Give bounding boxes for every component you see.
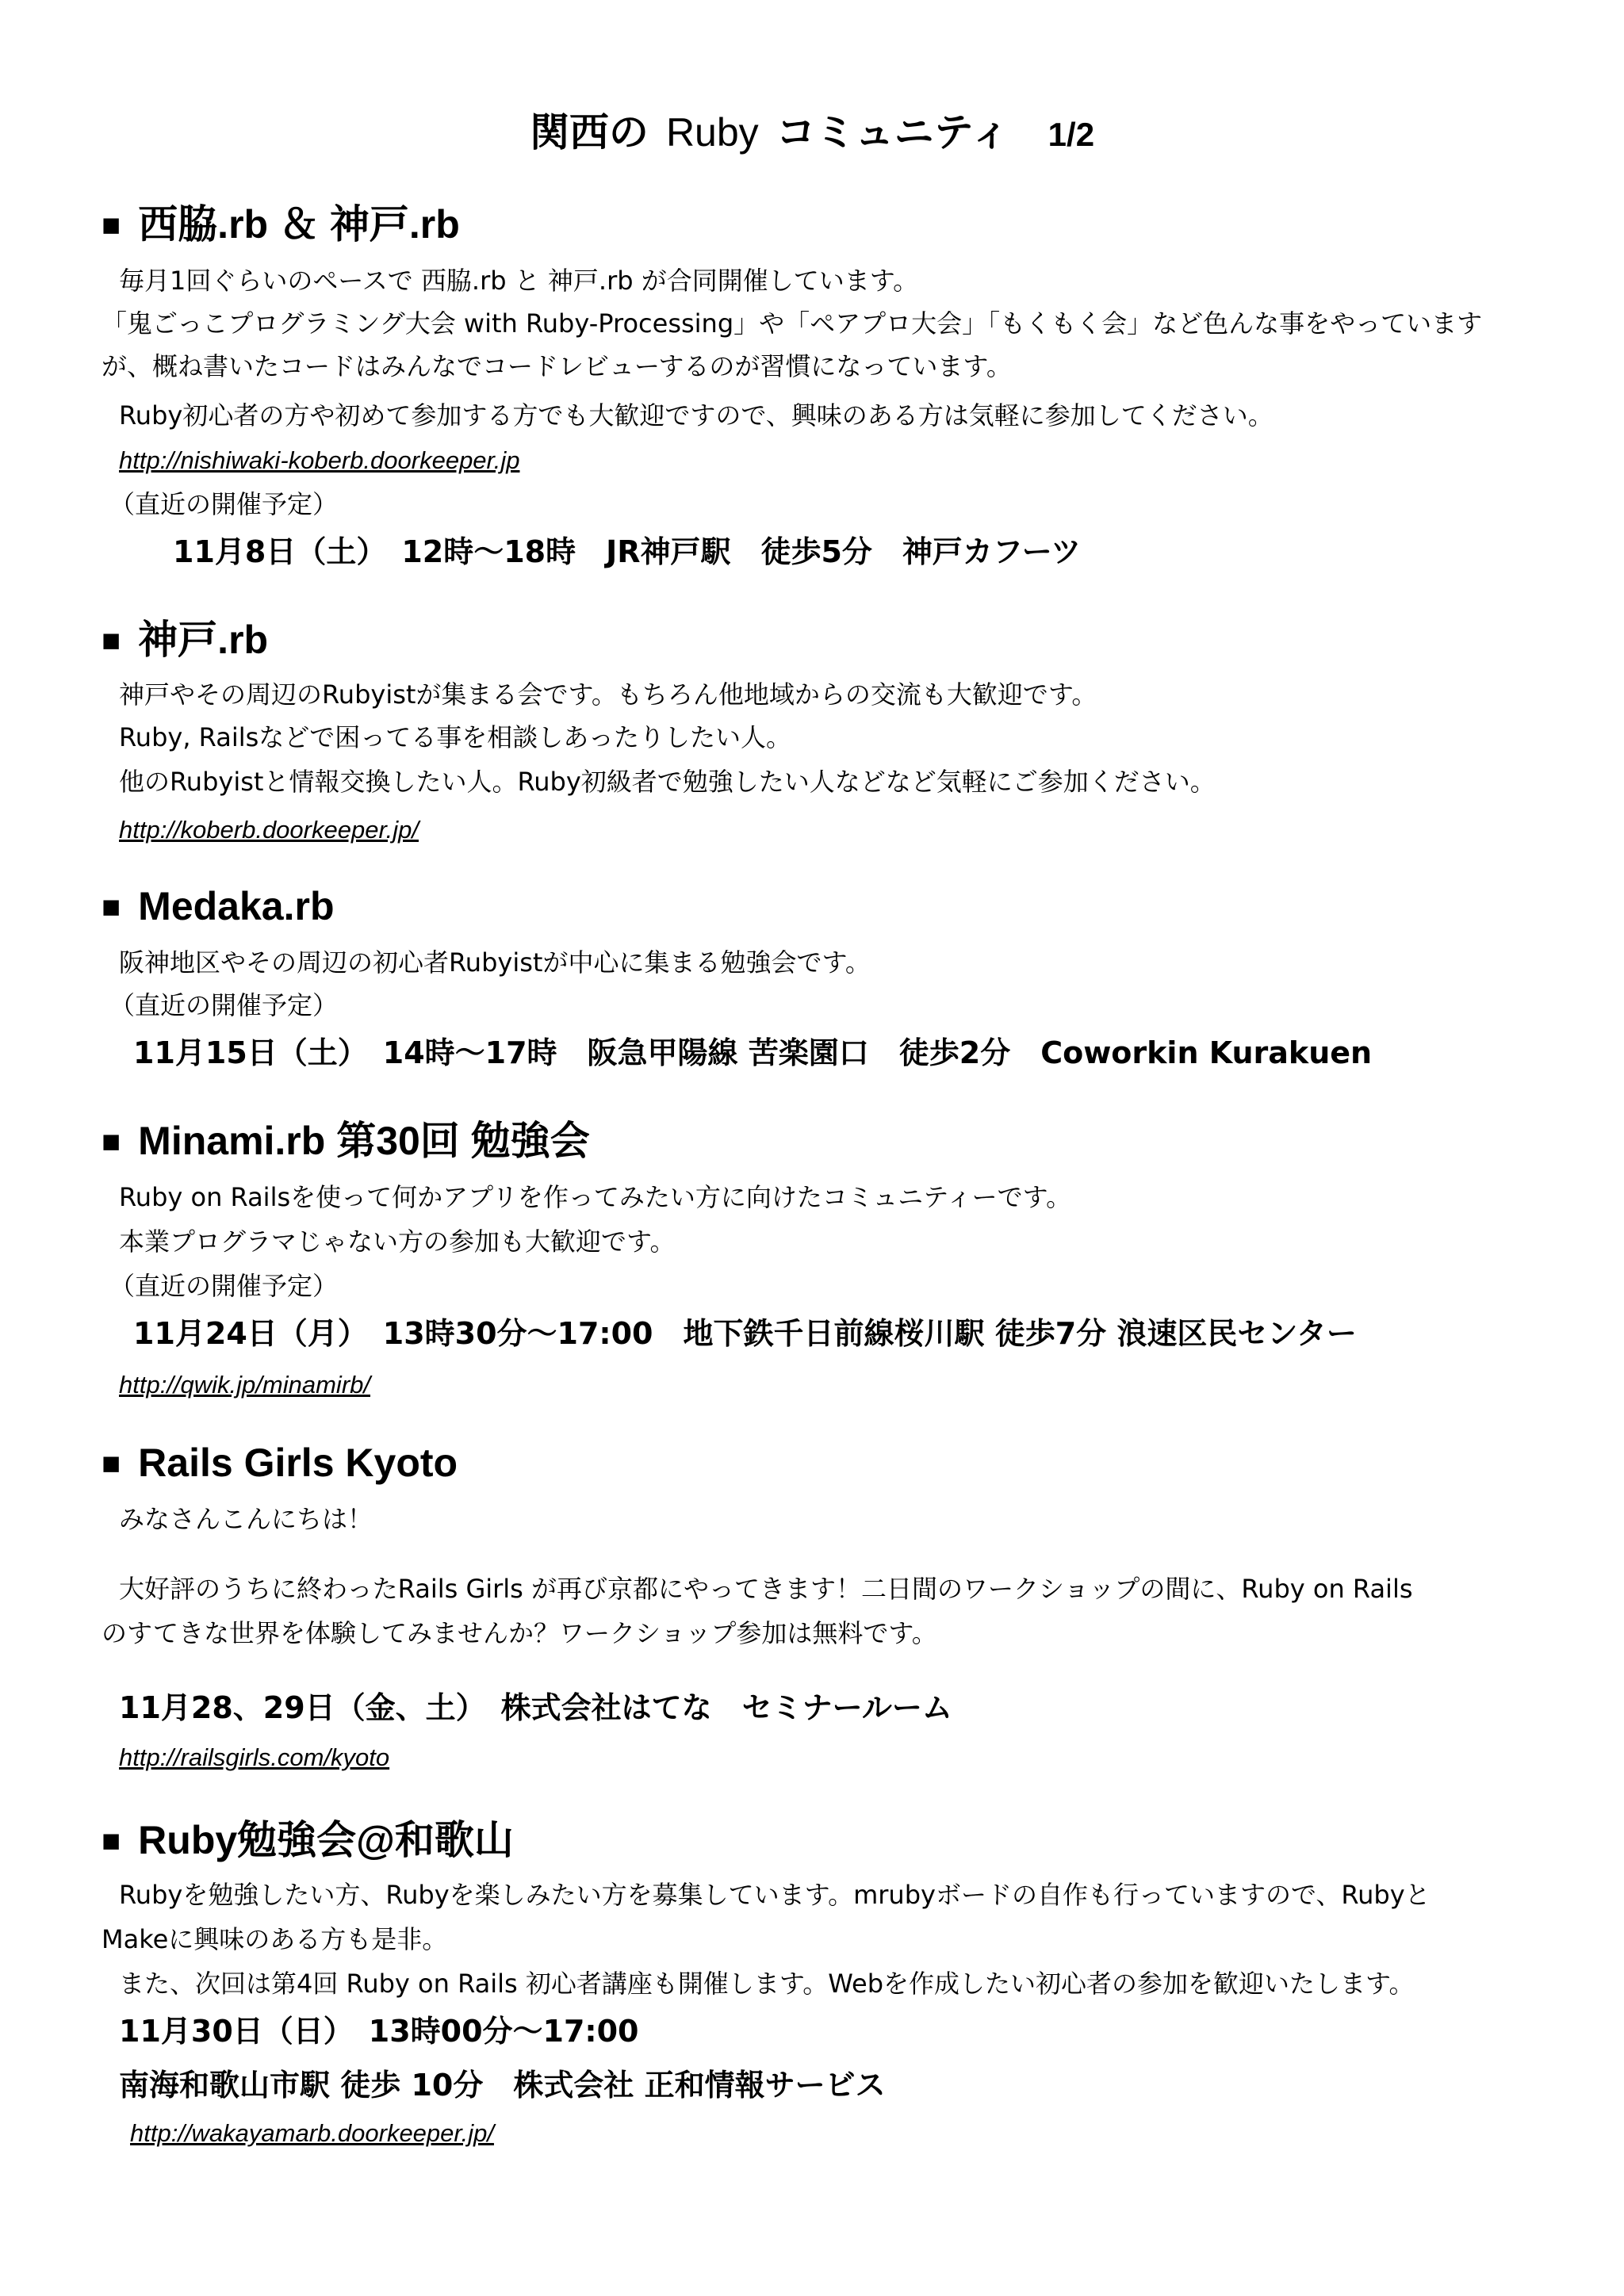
body-text: 「鬼ごっこプログラミング大会 with Ruby-Processing」や「ペアプロ大会」「もくもく会」など色んな事をやっています — [102, 308, 1483, 339]
page-title — [0, 105, 1624, 163]
square-bullet-icon: ■ — [102, 208, 121, 243]
square-bullet-icon: ■ — [102, 1823, 121, 1858]
link-minami-rb[interactable]: http://qwik.jp/minamirb/ — [119, 1371, 370, 1399]
link-koberb[interactable]: http://koberb.doorkeeper.jp/ — [119, 816, 419, 844]
square-bullet-icon: ■ — [102, 623, 121, 658]
body-text: が、概ね書いたコードはみんなでコードレビューするのが習慣になっています。 — [102, 351, 1012, 381]
link-wakayama-rb[interactable]: http://wakayamarb.doorkeeper.jp/ — [130, 2119, 494, 2147]
title-part-3: コミュニティ — [776, 109, 1010, 155]
body-text: 他のRubyistと情報交換したい人。Ruby初級者で勉強したい人などなど気軽にご参加ください。 — [119, 767, 1216, 797]
square-bullet-icon: ■ — [102, 890, 121, 924]
body-text: 大好評のうちに終わったRails Girls が再び京都にやってきます！二日間のワークショップの間に、Ruby on Rails — [119, 1574, 1413, 1604]
section-heading: ■ 西脇.rb ＆ 神戸.rb — [102, 202, 460, 247]
body-text: みなさんこんにちは！ — [119, 1504, 373, 1534]
schedule-text: 11月8日（土） 12時～18時 JR神戸駅 徒歩5分 神戸カフーツ — [173, 534, 1082, 569]
body-text: Ruby初心者の方や初めて参加する方でも大歓迎ですので、興味のある方は気軽に参加してください。 — [119, 400, 1274, 430]
square-bullet-icon: ■ — [102, 1124, 121, 1159]
body-text: 神戸やその周辺のRubyistが集まる会です。もちろん他地域からの交流も大歓迎です。 — [119, 679, 1097, 710]
link-rails-girls-kyoto[interactable]: http://railsgirls.com/kyoto — [119, 1743, 390, 1771]
square-bullet-icon: ■ — [102, 1446, 121, 1481]
body-text: のすてきな世界を体験してみませんか？ワークショップ参加は無料です。 — [102, 1618, 937, 1648]
schedule-text: 11月28、29日（金、土） 株式会社はてな セミナールーム — [119, 1690, 952, 1725]
body-text: 本業プログラマじゃない方の参加も大歓迎です。 — [119, 1226, 676, 1257]
body-text: Rubyを勉強したい方、Rubyを楽しみたい方を募集しています。mrubyボードの自作も行っていますので、Rubyと — [119, 1880, 1431, 1910]
page-number: 1/2 — [1048, 116, 1095, 153]
body-text: 毎月1回ぐらいのペースで 西脇.rb と 神戸.rb が合同開催しています。 — [119, 266, 919, 296]
section-heading: ■ Minami.rb 第30回 勉強会 — [102, 1119, 590, 1163]
schedule-label: （直近の開催予定） — [109, 489, 339, 519]
body-text: Ruby, Railsなどで困ってる事を相談しあったりしたい人。 — [119, 722, 791, 752]
title-part-2: Ruby — [665, 110, 759, 155]
section-heading: ■ Ruby勉強会@和歌山 — [102, 1818, 514, 1862]
schedule-label: （直近の開催予定） — [109, 990, 339, 1020]
schedule-text: 11月30日（日） 13時00分～17:00 — [119, 2014, 639, 2049]
section-heading: ■ 神戸.rb — [102, 618, 269, 662]
body-text: また、次回は第4回 Ruby on Rails 初心者講座も開催します。Webを作成したい初心者の参加を歓迎いたします。 — [119, 1969, 1415, 1999]
section-heading: ■ Rails Girls Kyoto — [102, 1441, 458, 1485]
schedule-location: 南海和歌山市駅 徒歩 10分 株式会社 正和情報サービス — [119, 2068, 886, 2103]
schedule-text: 11月15日（土） 14時～17時 阪急甲陽線 苦楽園口 徒歩2分 Coworkin Kurakuen — [133, 1035, 1373, 1070]
body-text: 阪神地区やその周辺の初心者Rubyistが中心に集まる勉強会です。 — [119, 947, 871, 978]
schedule-text: 11月24日（月） 13時30分～17:00 地下鉄千日前線桜川駅 徒歩7分 浪速区民センター — [133, 1316, 1357, 1351]
body-text: Makeに興味のある方も是非。 — [102, 1924, 448, 1954]
body-text: Ruby on Railsを使って何かアプリを作ってみたい方に向けたコミュニティーです。 — [119, 1182, 1072, 1212]
link-nishiwaki-koberb[interactable]: http://nishiwaki-koberb.doorkeeper.jp — [119, 446, 520, 474]
schedule-label: （直近の開催予定） — [109, 1271, 339, 1301]
section-heading: ■ Medaka.rb — [102, 884, 335, 928]
title-part-1: 関西の — [529, 109, 649, 155]
